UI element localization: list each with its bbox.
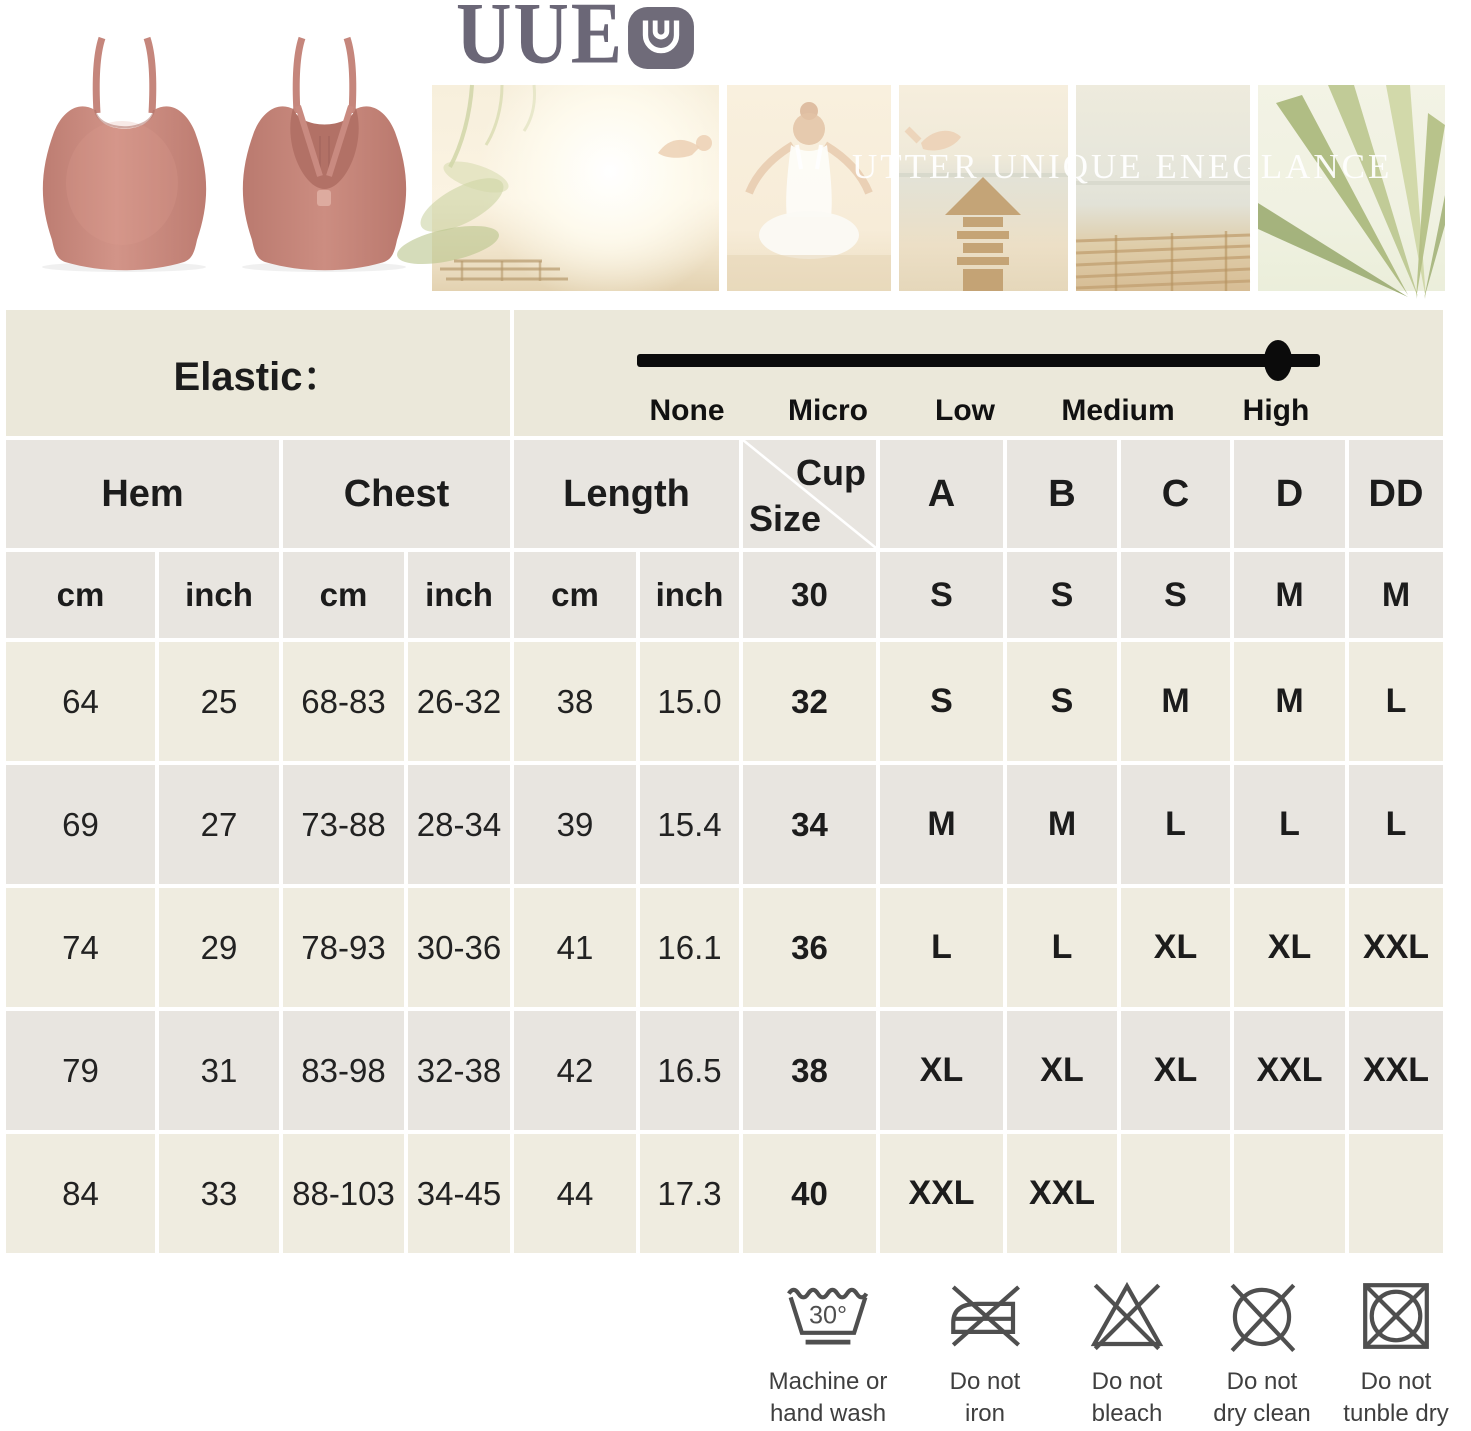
row5-hem-cm: 84 [6, 1134, 155, 1253]
wash-temp-label: 30° [808, 1301, 848, 1330]
cup-corner-bottom-label: Size [749, 498, 822, 539]
row5-cup-d [1234, 1134, 1345, 1253]
row3-cup-c: XL [1121, 888, 1230, 1007]
banner-panel-agave-leaves [1258, 85, 1445, 291]
length-header: Length [514, 440, 739, 548]
row4-cup-b: XL [1007, 1011, 1117, 1130]
elastic-slider [514, 310, 1443, 436]
row1-chest-inch: 26-32 [408, 642, 510, 761]
cup-corner-top-label: Cup [796, 452, 866, 493]
row3-cup-dd: XXL [1349, 888, 1443, 1007]
row4-length-inch: 16.5 [640, 1011, 739, 1130]
row2-chest-cm: 73-88 [283, 765, 404, 884]
elastic-level-medium: Medium [1061, 394, 1175, 427]
chest-header: Chest [283, 440, 510, 548]
slider-track [637, 354, 1320, 367]
care-caption: Do not iron [949, 1368, 1021, 1428]
row4-chest-inch: 32-38 [408, 1011, 510, 1130]
row5-cup-c [1121, 1134, 1230, 1253]
row3-cup-b: L [1007, 888, 1117, 1007]
banner-panel-sea-tower [899, 85, 1068, 291]
row1-band-size: 32 [743, 642, 876, 761]
garment-logo-patch [317, 190, 331, 206]
row5-chest-inch: 34-45 [408, 1134, 510, 1253]
row2-cup-b: M [1007, 765, 1117, 884]
row5-cup-dd [1349, 1134, 1443, 1253]
care-item-do-not-iron [910, 1274, 1060, 1431]
hem-cm-unit: cm [6, 552, 155, 638]
hand-and-wooden-tower-decoration [899, 85, 1068, 291]
row5-length-cm: 44 [514, 1134, 636, 1253]
brand-logo-text: UUE [456, 0, 624, 83]
row1-cup-c: M [1121, 642, 1230, 761]
do-not-bleach-icon [1052, 1274, 1202, 1358]
band-30-cup-d: M [1234, 552, 1345, 638]
row5-length-inch: 17.3 [640, 1134, 739, 1253]
row1-length-cm: 38 [514, 642, 636, 761]
do-not-tumble-dry-icon [1321, 1274, 1471, 1358]
band-30-cup-b: S [1007, 552, 1117, 638]
row2-cup-dd: L [1349, 765, 1443, 884]
row3-chest-inch: 30-36 [408, 888, 510, 1007]
cup-column-b: B [1007, 440, 1117, 548]
row4-length-cm: 42 [514, 1011, 636, 1130]
row3-band-size: 36 [743, 888, 876, 1007]
palm-leaves-decoration [432, 85, 719, 291]
row2-cup-a: M [880, 765, 1003, 884]
banner-title: UTTER UNIQUE ENEGLANCE [852, 147, 1393, 186]
band-30-cup-c: S [1121, 552, 1230, 638]
row4-cup-dd: XXL [1349, 1011, 1443, 1130]
agave-leaves-decoration [1258, 85, 1445, 291]
crop-top-front-image [22, 18, 227, 273]
crop-top-back-image [222, 18, 427, 273]
row2-hem-cm: 69 [6, 765, 155, 884]
row2-length-inch: 15.4 [640, 765, 739, 884]
row4-hem-cm: 79 [6, 1011, 155, 1130]
row5-hem-inch: 33 [159, 1134, 279, 1253]
banner-panel-sea-dock [1076, 85, 1250, 291]
care-item-machine-wash [753, 1274, 903, 1431]
uue-squircle-icon [626, 6, 696, 70]
care-item-do-not-dry-clean [1187, 1274, 1337, 1431]
cup-column-d: D [1234, 440, 1345, 548]
row5-cup-a: XXL [880, 1134, 1003, 1253]
dock-planks-decoration [1076, 85, 1250, 291]
elastic-level-low: Low [935, 394, 995, 427]
row2-cup-c: L [1121, 765, 1230, 884]
row1-chest-cm: 68-83 [283, 642, 404, 761]
row1-cup-b: S [1007, 642, 1117, 761]
row4-chest-cm: 83-98 [283, 1011, 404, 1130]
row5-cup-b: XXL [1007, 1134, 1117, 1253]
do-not-dry-clean-icon [1187, 1274, 1337, 1358]
row4-band-size: 38 [743, 1011, 876, 1130]
row4-cup-c: XL [1121, 1011, 1230, 1130]
care-item-do-not-bleach [1052, 1274, 1202, 1431]
row4-cup-a: XL [880, 1011, 1003, 1130]
length-inch-unit: inch [640, 552, 739, 638]
row3-length-inch: 16.1 [640, 888, 739, 1007]
row1-length-inch: 15.0 [640, 642, 739, 761]
length-cm-unit: cm [514, 552, 636, 638]
row2-length-cm: 39 [514, 765, 636, 884]
hem-inch-unit: inch [159, 552, 279, 638]
row1-hem-cm: 64 [6, 642, 155, 761]
row1-hem-inch: 25 [159, 642, 279, 761]
row2-band-size: 34 [743, 765, 876, 884]
row3-chest-cm: 78-93 [283, 888, 404, 1007]
do-not-iron-icon [910, 1274, 1060, 1358]
care-caption: Do not tunble dry [1343, 1368, 1449, 1428]
banner-panel-yoga-woman [727, 85, 891, 291]
care-item-do-not-tumble-dry [1321, 1274, 1471, 1431]
hem-header: Hem [6, 440, 279, 548]
row1-cup-a: S [880, 642, 1003, 761]
row2-hem-inch: 27 [159, 765, 279, 884]
elastic-level-micro: Micro [787, 394, 869, 427]
cup-column-c: C [1121, 440, 1230, 548]
row1-cup-d: M [1234, 642, 1345, 761]
band-30-cup-dd: M [1349, 552, 1443, 638]
care-caption: Do not bleach [1091, 1368, 1163, 1428]
care-caption: Machine or hand wash [768, 1368, 888, 1428]
row2-chest-inch: 28-34 [408, 765, 510, 884]
size-table [6, 310, 1443, 1253]
slider-thumb [1264, 340, 1292, 381]
elastic-label: Elastic： [6, 310, 510, 436]
cup-column-dd: DD [1349, 440, 1443, 548]
row4-hem-inch: 31 [159, 1011, 279, 1130]
row2-cup-d: L [1234, 765, 1345, 884]
band-30-cup-a: S [880, 552, 1003, 638]
elastic-level-none: None [649, 394, 725, 427]
row3-hem-inch: 29 [159, 888, 279, 1007]
row1-cup-dd: L [1349, 642, 1443, 761]
cup-size-corner-cell [743, 440, 876, 548]
row3-cup-a: L [880, 888, 1003, 1007]
row3-cup-d: XL [1234, 888, 1345, 1007]
row3-length-cm: 41 [514, 888, 636, 1007]
machine-wash-30-icon [753, 1274, 903, 1358]
row4-cup-d: XXL [1234, 1011, 1345, 1130]
banner-panel-palm-beach [432, 85, 719, 291]
row5-chest-cm: 88-103 [283, 1134, 404, 1253]
row3-hem-cm: 74 [6, 888, 155, 1007]
band-size-30: 30 [743, 552, 876, 638]
cup-column-a: A [880, 440, 1003, 548]
care-caption: Do not dry clean [1213, 1368, 1311, 1428]
meditating-woman-silhouette [727, 85, 891, 291]
chest-cm-unit: cm [283, 552, 404, 638]
elastic-level-high: High [1242, 394, 1310, 427]
chest-inch-unit: inch [408, 552, 510, 638]
row5-band-size: 40 [743, 1134, 876, 1253]
